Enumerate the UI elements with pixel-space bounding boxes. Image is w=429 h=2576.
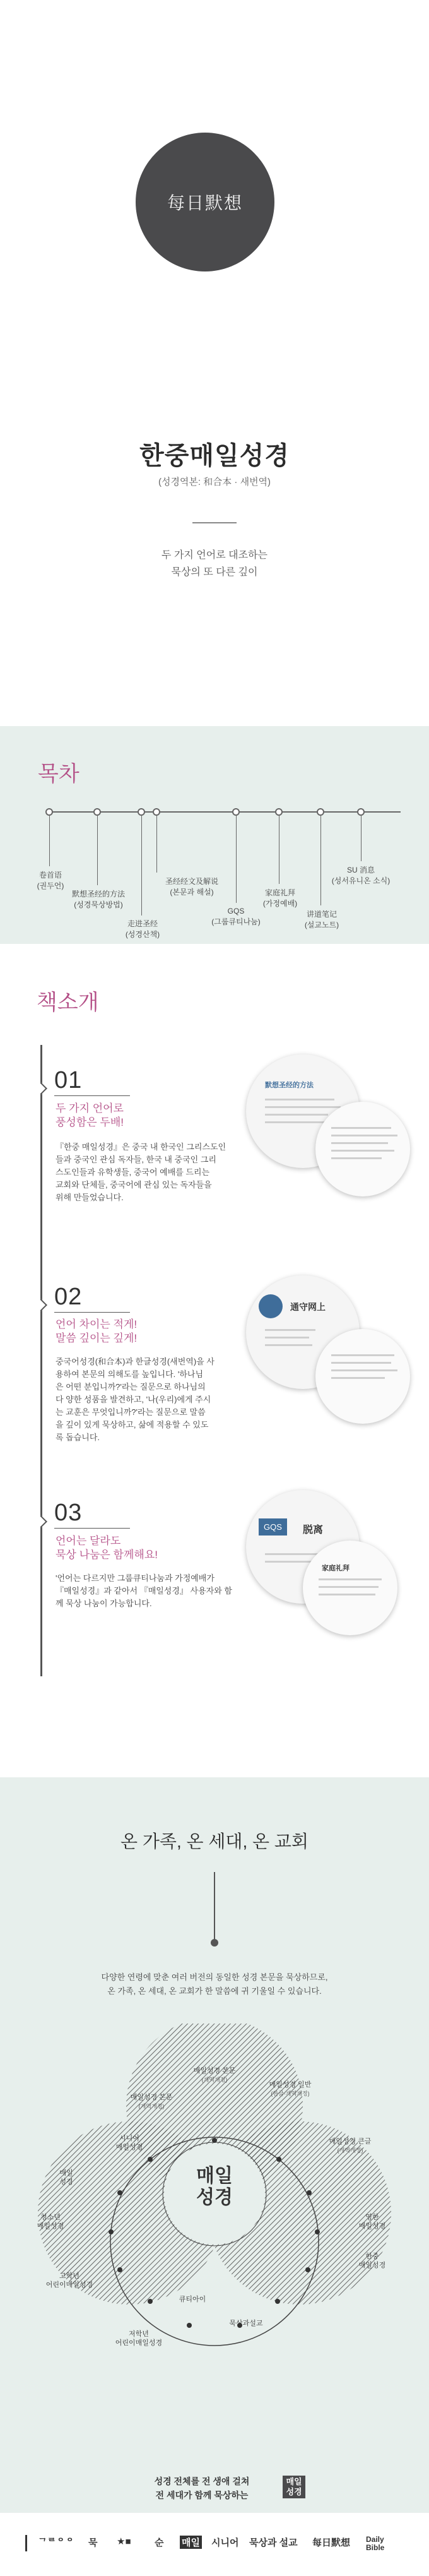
venn-label-title: 매일성경 본문 — [193, 2067, 236, 2075]
venn-dot — [187, 2323, 192, 2328]
venn-dot — [275, 2299, 280, 2304]
section-underline — [54, 1528, 130, 1529]
toc-item-zh: 家庭礼拜 — [264, 888, 295, 897]
toc-title: 목차 — [38, 762, 79, 786]
toc-item-ko: (성경산책) — [125, 930, 160, 939]
toc-item[interactable] — [198, 906, 274, 927]
body-line: 을 깊이 있게 묵상하고, 삶에 적용할 수 있도 — [56, 1420, 209, 1429]
venn-label-sub: 성경 — [59, 2178, 73, 2186]
logo-item[interactable]: 매일 — [180, 2536, 202, 2549]
toc-item-ko: (설교노트) — [304, 921, 339, 929]
logo-item[interactable]: 시니어 — [211, 2537, 239, 2548]
logo-item[interactable]: 묵 — [88, 2537, 98, 2548]
venn-label-title: 매일성경 일반 — [269, 2081, 312, 2089]
toc-stem — [49, 816, 50, 866]
preview-text-line — [265, 1329, 315, 1331]
page-title: 한중매일성경 — [139, 442, 290, 470]
preview-text-line — [265, 1337, 309, 1339]
book-preview-image — [315, 1102, 410, 1196]
section-number: 01 — [54, 1067, 83, 1094]
body-line: 록 돕습니다. — [56, 1433, 100, 1442]
venn-label-title: 청소년 — [40, 2214, 61, 2221]
brand-circle — [136, 133, 274, 271]
toc-item-zh: 默想圣经的方法 — [71, 890, 125, 898]
venn-label — [214, 2319, 278, 2328]
venn-label-title: 한중 — [365, 2253, 379, 2260]
venn-label-title: 매일성경 큰글 — [329, 2138, 372, 2145]
venn-label-sub: (개역개정) — [337, 2147, 363, 2154]
body-line: 용하여 본문의 의해도를 높입니다. '하나님 — [56, 1369, 204, 1379]
toc-item[interactable] — [105, 919, 180, 940]
section-body — [56, 1572, 238, 1610]
section-pointer — [35, 1082, 47, 1095]
venn-dot — [276, 2157, 281, 2162]
toc-item-ko: (권두언) — [37, 881, 64, 890]
body-line: 께 묵상 나눔이 가능합니다. — [56, 1599, 152, 1608]
venn-label-sub: 어린이매일성경 — [115, 2339, 163, 2347]
venn-label — [120, 2093, 183, 2111]
toc-dot — [45, 808, 53, 816]
section-number: 03 — [54, 1500, 83, 1526]
logo-item[interactable]: ᄀᄅᄋᄋ — [38, 2537, 74, 2548]
preview-text-line — [331, 1157, 382, 1159]
venn-label-sub: (개역개정) — [201, 2077, 228, 2083]
hero-section — [0, 0, 429, 726]
toc-dot — [357, 808, 365, 816]
table-of-contents — [0, 726, 429, 944]
preview-text-line — [331, 1150, 394, 1152]
preview-text-line — [331, 1354, 394, 1356]
venn-label-sub: 매일성경 — [37, 2222, 64, 2230]
section-body — [56, 1356, 238, 1444]
book-preview-image — [315, 1329, 410, 1424]
venn-label-sub: 매일성경 — [358, 2262, 386, 2269]
venn-label — [19, 2213, 82, 2231]
preview-text-line — [331, 1135, 397, 1136]
toc-item-ko: (본문과 해설) — [170, 888, 214, 897]
body-line: '언어는 다르지만 그룹큐티나눔과 가정예배가 — [56, 1573, 214, 1583]
venn-label-sub: 매일성경 — [358, 2222, 386, 2230]
toc-item-ko: (가정예배) — [262, 899, 298, 908]
venn-label — [161, 2295, 224, 2304]
page-subtitle: (성경역본: 和合本 · 새번역) — [158, 477, 271, 487]
books-title: 책소개 — [37, 991, 99, 1015]
toc-item-ko: (성경묵상방법) — [74, 900, 123, 909]
toc-item-zh: SU 消息 — [346, 866, 375, 874]
toc-item-ko: (성서유니온 소식) — [331, 876, 391, 885]
venn-label — [319, 2137, 382, 2155]
body-line: 『매일성경』과 같아서 『매일성경』 사용자와 함 — [56, 1586, 232, 1595]
divider — [192, 522, 237, 523]
venn-dot — [148, 2157, 153, 2162]
family-connector-dot — [211, 1939, 218, 1947]
venn-label-title: 저학년 — [129, 2330, 149, 2338]
brand-circle-text: 每日默想 — [167, 193, 243, 213]
venn-label-title: 매일성경 본문 — [130, 2094, 173, 2101]
preview-text-line — [331, 1142, 388, 1144]
venn-center-line: 매일 — [196, 2166, 233, 2186]
preview-badge — [259, 1294, 283, 1318]
venn-label-title: 묵상과설교 — [229, 2320, 263, 2327]
preview-text-line — [319, 1594, 375, 1595]
section-body — [56, 1141, 238, 1204]
toc-item[interactable] — [242, 888, 318, 909]
body-line: 위해 만들었습니다. — [56, 1193, 124, 1202]
body-line: 다 양한 성품을 발견하고, '나(우리)에게 주시 — [56, 1395, 211, 1404]
family-connector-line — [214, 1872, 215, 1941]
venn-label — [341, 2252, 404, 2270]
venn-label-sub: (한글·개역개정) — [271, 2090, 310, 2097]
venn-center-line: 성경 — [196, 2187, 233, 2208]
section-underline — [54, 1095, 130, 1096]
logo-item[interactable]: 每日默想 — [312, 2537, 351, 2548]
section-heading-line-1: 언어는 달라도 — [56, 1535, 121, 1547]
family-description-line-2: 온 가족, 온 세대, 온 교회가 한 말씀에 귀 기울일 수 있습니다. — [107, 1986, 322, 1996]
venn-center-label — [183, 2166, 246, 2209]
toc-dot — [153, 808, 160, 816]
toc-dot — [275, 808, 283, 816]
body-line: 중국어성경(和合本)과 한글성경(새번역)을 사 — [56, 1357, 214, 1366]
toc-item-zh: 卷首语 — [38, 871, 62, 880]
toc-dot — [317, 808, 324, 816]
toc-timeline — [49, 811, 401, 813]
body-line: 는 교훈은 무엇입니까?'라는 질문으로 말씀 — [56, 1407, 206, 1417]
section-heading-line-2: 묵상 나눔은 함께해요! — [56, 1549, 158, 1561]
toc-stem — [97, 816, 98, 885]
body-line: 들과 중국인 관심 독자들, 한국 내 중국인 그리 — [56, 1155, 216, 1164]
logo-item[interactable]: 순 — [155, 2537, 164, 2548]
section-heading-line-1: 두 가지 언어로 — [56, 1102, 124, 1114]
book-introduction — [0, 944, 429, 1777]
section-pointer — [35, 1515, 47, 1528]
family-description-line-1: 다양한 연령에 맞춘 여러 버전의 동일한 성경 본문을 묵상하므로, — [101, 1972, 328, 1982]
section-heading-line-1: 언어 차이는 적게! — [56, 1318, 138, 1330]
book-preview-image — [303, 1541, 397, 1635]
body-line: 은 어떤 분입니까?'라는 질문으로 하나님의 — [56, 1382, 206, 1392]
venn-label — [38, 2272, 101, 2289]
section-number: 02 — [54, 1284, 83, 1310]
toc-item-zh: 走进圣经 — [127, 919, 158, 928]
toc-stem — [320, 816, 321, 905]
preview-text-line — [265, 1114, 328, 1116]
logo-item[interactable]: Daily Bible — [366, 2535, 385, 2552]
section-underline — [54, 1312, 130, 1313]
preview-gqs-block: GQS — [259, 1518, 287, 1535]
family-footer-line-2: 전 세대가 함께 묵상하는 — [155, 2490, 249, 2500]
toc-item-zh: 圣经经文及解说 — [165, 877, 218, 886]
toc-stem — [156, 816, 157, 873]
venn-dot — [109, 2229, 114, 2234]
section-heading-line-2: 말씀 깊이는 깊게! — [56, 1332, 138, 1344]
family-title: 온 가족, 온 세대, 온 교회 — [120, 1832, 309, 1851]
section-pointer — [35, 1299, 47, 1311]
preview-text-line — [265, 1099, 334, 1100]
body-line: 『한중 매일성경』은 중국 내 한국인 그리스도인 — [56, 1142, 226, 1152]
venn-dot — [117, 2190, 122, 2195]
books-timeline — [40, 1045, 42, 1676]
venn-dot — [117, 2267, 122, 2272]
venn-label — [183, 2066, 246, 2084]
section-heading-line-2: 풍성함은 두배! — [56, 1116, 124, 1128]
toc-dot — [138, 808, 145, 816]
toc-item[interactable] — [284, 909, 360, 931]
toc-item-zh: GQS — [227, 907, 245, 915]
family-footer-line-1: 성경 전체를 전 생애 걸쳐 — [154, 2476, 250, 2486]
venn-dot — [315, 2229, 320, 2234]
publication-logo-strip — [0, 2513, 429, 2576]
venn-label — [107, 2330, 170, 2347]
hero-description-line-2: 묵상의 또 다른 깊이 — [171, 567, 258, 578]
body-line: 교회와 단체들, 중국어에 관심 있는 독자들을 — [56, 1180, 212, 1190]
toc-item-zh: 讲道笔记 — [306, 910, 337, 919]
venn-label-sub: 어린이매일성경 — [45, 2281, 93, 2289]
family-section — [0, 1777, 429, 2576]
venn-label — [259, 2080, 322, 2098]
venn-label-title: 큐티아이 — [179, 2296, 206, 2303]
preview-heading: 脱离 — [303, 1525, 324, 1535]
venn-dot — [212, 2138, 217, 2143]
venn-dot — [148, 2299, 153, 2304]
toc-stem — [141, 816, 142, 915]
venn-label-title: 시니어 — [119, 2135, 139, 2142]
venn-label-title: 영한 — [365, 2214, 379, 2221]
toc-dot — [232, 808, 240, 816]
venn-dot — [307, 2190, 312, 2195]
preview-subheading: 家庭礼拜 — [322, 1565, 350, 1572]
toc-item[interactable] — [154, 876, 230, 898]
preview-text-line — [331, 1127, 391, 1129]
preview-text-line — [319, 1578, 382, 1580]
venn-label-sub: 매일성경 — [115, 2144, 143, 2151]
venn-label — [98, 2134, 161, 2152]
preview-text-line — [331, 1369, 397, 1371]
venn-label-sub: (개역개정) — [138, 2103, 165, 2109]
venn-label-title: 매일 — [59, 2169, 73, 2177]
preview-heading: 通守网上 — [290, 1302, 326, 1312]
logo-item[interactable]: ★■ — [117, 2536, 131, 2547]
toc-stem — [236, 816, 237, 903]
toc-dot — [93, 808, 101, 816]
venn-label — [341, 2213, 404, 2231]
toc-item[interactable] — [323, 865, 399, 886]
logo-divider — [25, 2535, 27, 2551]
preview-heading: 默想圣经的方法 — [265, 1082, 314, 1089]
toc-item[interactable] — [61, 889, 136, 910]
venn-label-title: 고학년 — [59, 2272, 79, 2280]
logo-item[interactable]: 묵상과 설교 — [249, 2537, 298, 2548]
venn-dot — [305, 2267, 310, 2272]
maeil-seonggyeong-logo: 매일성경 — [283, 2476, 305, 2498]
preview-text-line — [265, 1344, 312, 1346]
toc-item-ko: (그룹큐티나눔) — [211, 917, 261, 926]
preview-text-line — [265, 1106, 341, 1108]
preview-text-line — [319, 1586, 379, 1588]
hero-description-line-1: 두 가지 언어로 대조하는 — [162, 550, 267, 561]
venn-label — [35, 2169, 98, 2186]
toc-item[interactable] — [13, 870, 88, 891]
preview-text-line — [331, 1377, 385, 1379]
preview-text-line — [331, 1362, 391, 1364]
body-line: 스도인들과 유학생들, 중국어 예배를 드리는 — [56, 1167, 210, 1177]
